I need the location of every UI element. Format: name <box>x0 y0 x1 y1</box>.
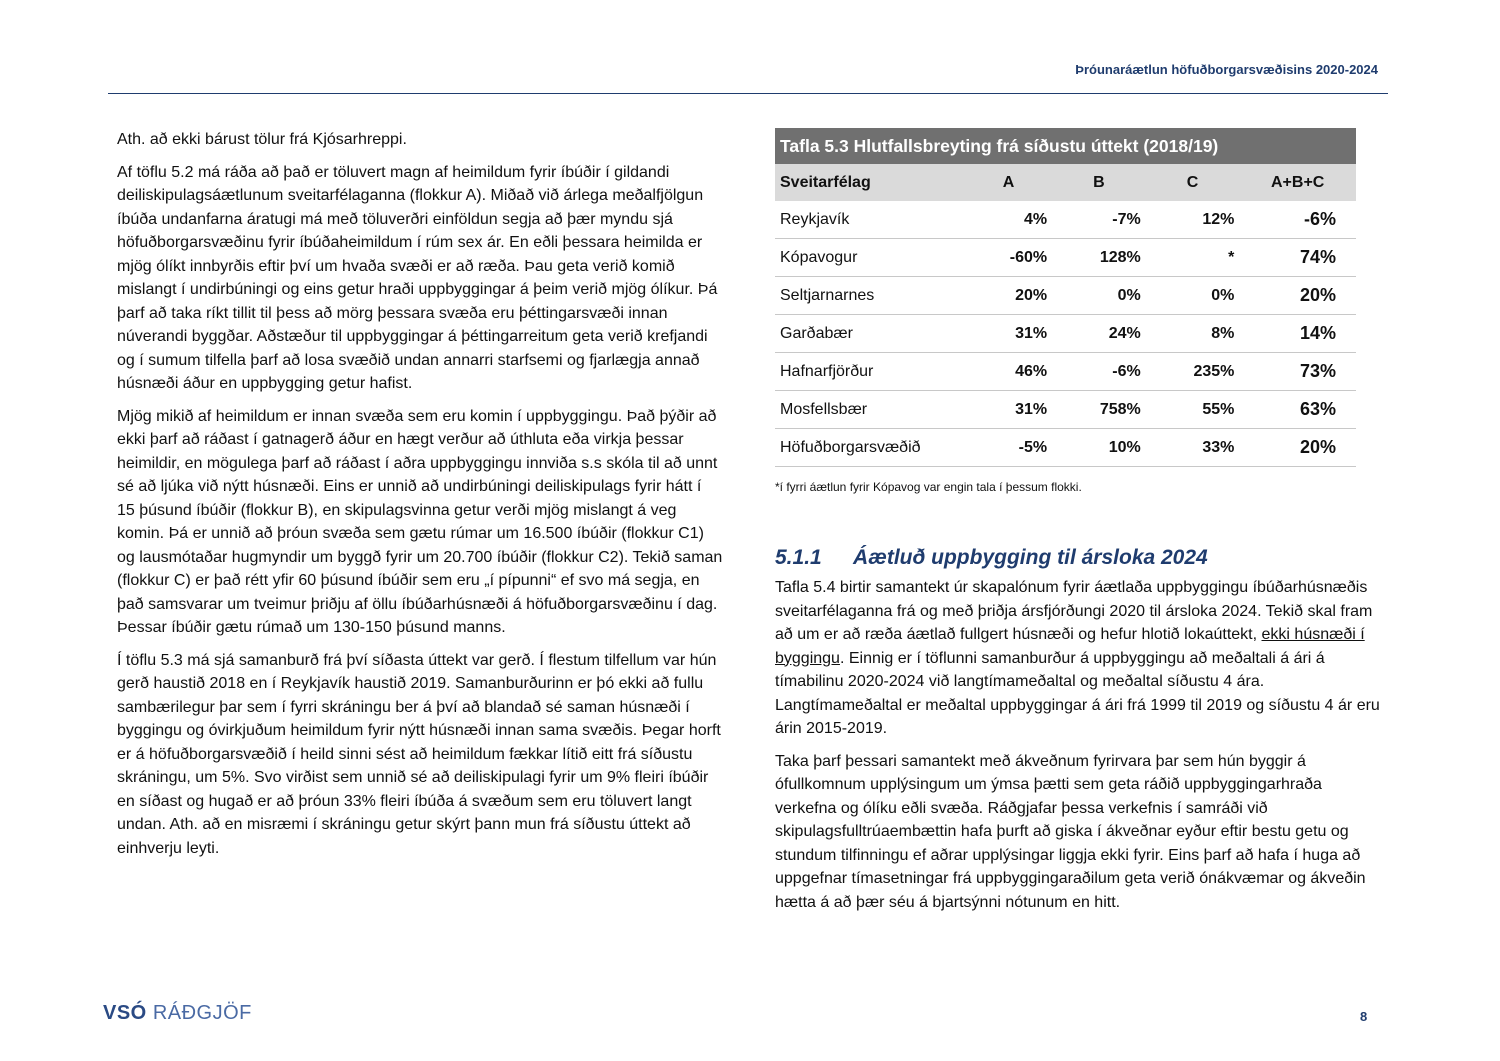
cell-b: 128% <box>1052 239 1146 277</box>
col-header-municipality: Sveitarfélag <box>775 164 965 201</box>
col-header-a: A <box>965 164 1052 201</box>
document-header-title: Þróunaráætlun höfuðborgarsvæðisins 2020-2024 <box>1075 62 1378 77</box>
cell-b: -6% <box>1052 353 1146 391</box>
cell-b: 24% <box>1052 315 1146 353</box>
cell-c: 33% <box>1146 429 1240 467</box>
section-heading <box>775 546 1381 570</box>
paragraph-2: Mjög mikið af heimildum er innan svæða sem eru komin í uppbyggingu. Það þýðir að ekki þarf að ráðast í gatnagerð áður en hægt verður að úthluta eða virkja þessar heimildir, en mögulega þarf að ráðast í aðra uppbyggingu innviða s.s skóla til að unnt sé að ljúka við nýtt húsnæði. Eins er unnið að undirbúningi deiliskipulags fyrir hátt í 15 þúsund íbúðir (flokkur B), en skipulagsvinna getur verði mjög mislangt á veg komin. Þá er unnið að þróun svæða sem gætu rúmar um 16.500 íbúðir (flokkur C1) og lausmótaðar hugmyndir um byggð fyrir um 20.700 íbúðir (flokkur C2). Tekið saman (flokkur C) er það rétt yfir 60 þúsund íbúðir sem eru „í pípunni“ ef svo má segja, en það samsvarar um tveimur þriðju af öllu íbúðarhúsnæði á höfuðborgarsvæðinu í dag. Þessar íbúðir gætu rúmað um 130-150 þúsund manns. <box>117 407 723 636</box>
cell-b: 10% <box>1052 429 1146 467</box>
section-paragraph-2: Taka þarf þessari samantekt með ákveðnum fyrirvara þar sem hún byggir á ófullkomnum upplýsingum um ýmsa þætti sem geta ráðið uppbyggingarhraða verkefna og ólíku eðli svæða. Ráðgjafar þessa verkefnis í samráði við skipulagsfulltrúaembættin hafa þurft að giska í ákveðnar eyður eftir bestu getu og stundum tilfinningu ef aðrar upplýsingar liggja ekki fyrir. Eins þarf að hafa í huga að uppgefnar tímasetningar frá uppbyggingaraðilum geta verið ónákvæmar og ákveðin hætta á að þær séu á bjartsýnni nótunum en hitt. <box>775 752 1366 911</box>
cell-a: 31% <box>965 315 1052 353</box>
table-row <box>775 353 1356 391</box>
paragraph-note: Ath. að ekki bárust tölur frá Kjósarhreppi. <box>117 131 407 148</box>
table-row <box>775 315 1356 353</box>
company-logo <box>103 1002 252 1025</box>
cell-a: 31% <box>965 391 1052 429</box>
cell-c: 235% <box>1146 353 1240 391</box>
logo-light-text: RÁÐGJÖF <box>152 1002 252 1024</box>
cell-total: 14% <box>1239 315 1356 353</box>
cell-a: 20% <box>965 277 1052 315</box>
cell-c: 12% <box>1146 201 1240 239</box>
cell-total: 74% <box>1239 239 1356 277</box>
text-run: . Einnig er í töflunni samanburður á uppbyggingu að meðaltali á ári á tímabilinu 2020-2024 við langtímameðaltal og meðaltal síðustu 4 ára. Langtímameðaltal er meðaltal uppbyggingar á ári frá 1999 til 2019 og síðustu 4 ár eru árin 2015-2019. <box>775 649 1380 737</box>
right-column <box>775 128 1381 923</box>
table-row <box>775 429 1356 467</box>
cell-c: 8% <box>1146 315 1240 353</box>
col-header-c: C <box>1146 164 1240 201</box>
header-divider <box>108 93 1388 94</box>
table-row <box>775 201 1356 239</box>
cell-c: 55% <box>1146 391 1240 429</box>
cell-total: -6% <box>1239 201 1356 239</box>
cell-total: 20% <box>1239 277 1356 315</box>
cell-municipality: Hafnarfjörður <box>775 353 965 391</box>
col-header-b: B <box>1052 164 1146 201</box>
cell-c: * <box>1146 239 1240 277</box>
table-header-row <box>775 164 1356 201</box>
table-caption: Tafla 5.3 Hlutfallsbreyting frá síðustu úttekt (2018/19) <box>775 128 1356 164</box>
section-title: Áætluð uppbygging til ársloka 2024 <box>853 546 1208 569</box>
table-row <box>775 277 1356 315</box>
cell-a: 46% <box>965 353 1052 391</box>
table-footnote: *í fyrri áætlun fyrir Kópavog var engin tala í þessum flokki. <box>775 480 1082 494</box>
cell-municipality: Kópavogur <box>775 239 965 277</box>
section-paragraph-1 <box>775 576 1381 741</box>
cell-municipality: Seltjarnarnes <box>775 277 965 315</box>
paragraph-3: Í töflu 5.3 má sjá samanburð frá því síðasta úttekt var gerð. Í flestum tilfellum var hún gerð haustið 2018 en í Reykjavík haustið 2019. Samanburðurinn er þó ekki að fullu sambærilegur þar sem í fyrri skráningu ber á því að blandað sé saman húsnæði í byggingu og óvirkjuðum heimildum fyrir nýtt húsnæði innan sama svæðis. Þegar horft er á höfuðborgarsvæðið í heild sinni sést að heimildum fækkar lítið eitt frá síðustu skráningu, um 5%. Svo virðist sem unnið sé að deiliskipulagi fyrir um 9% fleiri íbúðir en síðast og hugað er að þróun 33% fleiri íbúða á svæðum sem eru töluvert langt undan. Ath. að en misræmi í skráningu getur skýrt þann mun frá síðustu úttekt að einhverju leyti. <box>117 651 721 857</box>
table-row <box>775 239 1356 277</box>
left-column <box>117 128 723 869</box>
cell-municipality: Garðabær <box>775 315 965 353</box>
text-run: Tafla 5.4 birtir samantekt úr skapalónum fyrir áætlaða uppbyggingu íbúðarhúsnæðis sveitarfélaganna frá og með þriðja ársfjórðungi 2020 til ársloka 2024. Tekið skal fram að um er að ræða áætlað fullgert húsnæði og hefur hlotið lokaúttekt, <box>775 579 1373 643</box>
cell-municipality: Höfuðborgarsvæðið <box>775 429 965 467</box>
table-row <box>775 391 1356 429</box>
col-header-total: A+B+C <box>1239 164 1356 201</box>
cell-b: 0% <box>1052 277 1146 315</box>
cell-c: 0% <box>1146 277 1240 315</box>
cell-total: 20% <box>1239 429 1356 467</box>
cell-b: 758% <box>1052 391 1146 429</box>
cell-municipality: Mosfellsbær <box>775 391 965 429</box>
section-number: 5.1.1 <box>775 546 822 569</box>
cell-a: -5% <box>965 429 1052 467</box>
cell-municipality: Reykjavík <box>775 201 965 239</box>
cell-a: -60% <box>965 239 1052 277</box>
underlined-text: ekki húsnæði í byggingu <box>775 626 1365 667</box>
paragraph-1: Af töflu 5.2 má ráða að það er töluvert magn af heimildum fyrir íbúðir í gildandi deiliskipulagsáætlunum sveitarfélaganna (flokkur A). Miðað við árlega meðalfjölgun íbúða undanfarna áratugi má með töluverðri einföldun segja að þær myndu sjá höfuðborgarsvæðinu fyrir íbúðaheimildum í rúm sex ár. En eðli þessara heimilda er mjög ólíkt innbyrðis eftir því um hvaða svæði er að ræða. Þau geta verið komið mislangt í undirbúningi og eins getur hraði uppbyggingar á þeim verið mjög ólíkur. Þá þarf að taka ríkt tillit til þess að mörg þessara svæða eru þéttingarsvæði innan núverandi byggðar. Aðstæður til uppbyggingar á þéttingarreitum geta verið krefjandi og í sumum tilfella þarf að losa svæðið undan annarri starfsemi og fjarlægja annað húsnæði áður en uppbygging getur hafist. <box>117 163 718 392</box>
logo-bold-text: VSÓ <box>103 1002 147 1024</box>
table-5-3 <box>775 128 1356 467</box>
cell-a: 4% <box>965 201 1052 239</box>
cell-b: -7% <box>1052 201 1146 239</box>
cell-total: 63% <box>1239 391 1356 429</box>
cell-total: 73% <box>1239 353 1356 391</box>
page-number: 8 <box>1360 1009 1368 1024</box>
